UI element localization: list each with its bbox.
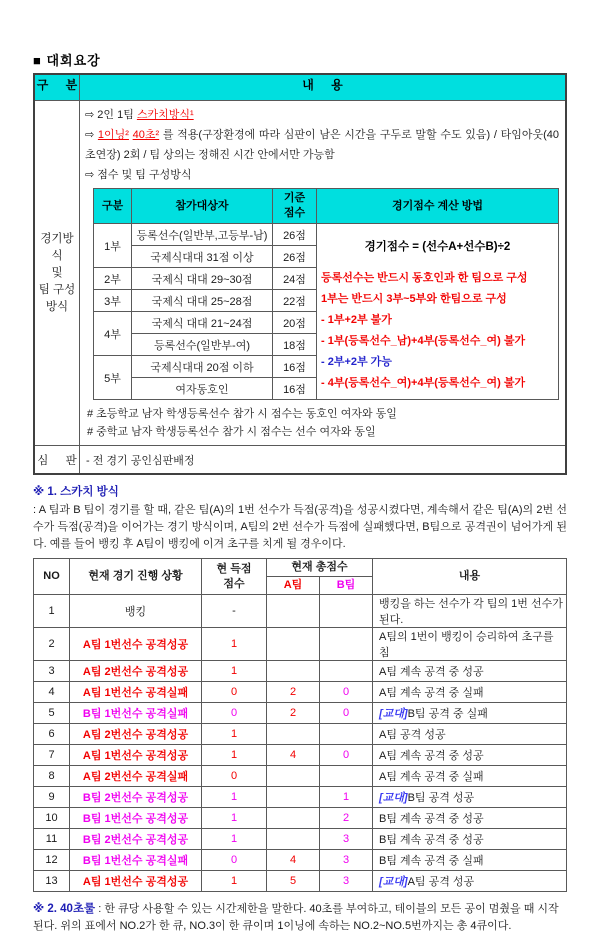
row-status: A팀 2번선수 공격성공 (70, 661, 202, 682)
row-total-b: 0 (320, 682, 373, 703)
progress-header-score-line2: 점수 (223, 577, 245, 590)
method-row-content (80, 101, 567, 446)
progress-row (34, 628, 567, 661)
row-score: 1 (202, 628, 267, 661)
row-total-b (320, 595, 373, 628)
bullet-inning (85, 125, 559, 165)
points-cell: 16점 (273, 356, 317, 378)
progress-row (34, 703, 567, 724)
row-desc (373, 766, 567, 787)
target-cell: 국제식대대 31점 이상 (132, 246, 273, 268)
outline-table (33, 73, 567, 475)
points-cell: 22점 (273, 290, 317, 312)
score-row (94, 224, 559, 246)
row-no: 9 (34, 787, 70, 808)
progress-header-no: NO (34, 559, 70, 595)
method-label-line3: 팀 구성방식 (38, 283, 76, 313)
row-desc (373, 682, 567, 703)
progress-header-row1 (34, 559, 567, 577)
method-label-line1: 경기방식 (40, 232, 74, 262)
score-header-division: 구분 (94, 189, 132, 224)
score-header-target: 참가대상자 (132, 189, 273, 224)
row-status: A팀 1번선수 공격성공 (70, 745, 202, 766)
row-score: 1 (202, 787, 267, 808)
swap-tag: [교대] (379, 792, 408, 804)
scotch-section-body: : A 팀과 B 팀이 경기를 할 때, 같은 팀(A)의 1번 선수가 득점(공격)을 성공시켰다면, 계속해서 같은 팀(A)의 2번 선수가 득점(공격)을 이어가는 경기 방식이며, A팀의 2번 선수가 득점에 실패했다면, B팀으로 공격권이 넘어가게 된다. 예를 들어 뱅킹 후 A팀이 뱅킹에 이겨 초구를 치게 될 경우이다. (33, 504, 567, 550)
row-desc-text: B팀 공격 중 실패 (407, 708, 488, 720)
row-no: 7 (34, 745, 70, 766)
row-total-a: 4 (267, 850, 320, 871)
target-cell: 국제식대대 20점 이하 (132, 356, 273, 378)
row-no: 6 (34, 724, 70, 745)
outline-header-row (34, 74, 566, 101)
row-total-b: 0 (320, 703, 373, 724)
row-total-b: 2 (320, 808, 373, 829)
progress-header-score-line1: 현 득점 (216, 562, 252, 575)
outline-referee-row (34, 446, 566, 475)
division-cell: 2부 (94, 268, 132, 290)
row-score: 1 (202, 724, 267, 745)
row-total-b (320, 628, 373, 661)
row-total-b (320, 724, 373, 745)
row-status: A팀 2번선수 공격실패 (70, 766, 202, 787)
page-title: ■ 대회요강 (33, 53, 101, 68)
progress-row (34, 850, 567, 871)
score-header-calc: 경기점수 계산 방법 (317, 189, 559, 224)
row-total-a: 2 (267, 703, 320, 724)
points-cell: 20점 (273, 312, 317, 334)
progress-row (34, 724, 567, 745)
row-desc (373, 850, 567, 871)
score-header-base-line1: 기준 (283, 192, 306, 204)
forty-second-section-body: : 한 큐당 사용할 수 있는 시간제한을 말한다. 40초를 부여하고, 테이블의 모든 공이 멈췄을 때 시작된다. 위의 표에서 NO.2가 한 큐, NO.3이 한 큐이며 1이닝에 속하는 NO.2~NO.5번까지는 총 4큐이다. (33, 903, 559, 932)
row-status: B팀 1번선수 공격실패 (70, 703, 202, 724)
row-desc-text: B팀 계속 공격 중 성공 (379, 813, 484, 825)
row-score: 0 (202, 850, 267, 871)
scotch-footnote-link[interactable]: 스카치방식¹ (136, 109, 194, 121)
row-desc (373, 871, 567, 892)
row-status: 뱅킹 (70, 595, 202, 628)
target-cell: 국제식 대대 21~24점 (132, 312, 273, 334)
row-no: 5 (34, 703, 70, 724)
bullet-scotch-text: ⇨ 2인 1팀 (85, 109, 137, 121)
score-criteria-table (93, 188, 559, 400)
row-desc (373, 595, 567, 628)
row-total-a (267, 787, 320, 808)
team-rule: - 1부+2부 불가 (321, 314, 392, 326)
calc-method-cell (317, 224, 559, 400)
progress-row (34, 829, 567, 850)
progress-header-desc: 내용 (373, 559, 567, 595)
row-desc (373, 829, 567, 850)
team-rule: - 2부+2부 가능 (321, 356, 392, 368)
outline-header-category: 구 분 (34, 74, 80, 101)
row-status: B팀 2번선수 공격성공 (70, 787, 202, 808)
row-score: 0 (202, 703, 267, 724)
outline-header-content: 내 용 (80, 74, 567, 101)
row-no: 10 (34, 808, 70, 829)
points-cell: 24점 (273, 268, 317, 290)
row-no: 4 (34, 682, 70, 703)
progress-header-team-b: B팀 (320, 577, 373, 595)
bullet-inning-rest: 를 적용(구장환경에 따라 심판이 남은 시간을 구두로 말할 수도 있음) / 타임아웃(40초연장) 2회 / 팀 상의는 정해진 시간 안에서만 가능함 (85, 129, 560, 161)
row-total-a: 5 (267, 871, 320, 892)
method-row-label (34, 101, 80, 446)
division-cell: 1부 (94, 224, 132, 268)
forty-second-rule-section (33, 901, 567, 935)
team-rule: - 1부(등록선수_남)+4부(등록선수_여) 불가 (321, 335, 526, 347)
row-total-b: 1 (320, 787, 373, 808)
row-total-b: 3 (320, 850, 373, 871)
target-cell: 등록선수(일반부-여) (132, 334, 273, 356)
row-status: B팀 2번선수 공격성공 (70, 829, 202, 850)
forty-sec-footnote-link[interactable]: 40초² (132, 129, 160, 141)
team-rule: 1부는 반드시 3부~5부와 한팀으로 구성 (321, 293, 507, 305)
row-desc (373, 787, 567, 808)
division-cell: 4부 (94, 312, 132, 356)
row-desc (373, 703, 567, 724)
row-total-a (267, 724, 320, 745)
row-desc-text: A팀 공격 성공 (379, 729, 446, 741)
row-total-a (267, 661, 320, 682)
row-desc-text: B팀 계속 공격 중 실패 (379, 855, 484, 867)
score-header-base-line2: 점수 (283, 207, 306, 219)
progress-row (34, 808, 567, 829)
progress-row (34, 745, 567, 766)
swap-tag: [교대] (379, 708, 408, 720)
points-cell: 16점 (273, 378, 317, 400)
inning-footnote-link[interactable]: 1이닝² (97, 129, 129, 141)
bullet-inning-prefix: ⇨ (85, 129, 98, 141)
target-cell: 국제식 대대 29~30점 (132, 268, 273, 290)
progress-header-team-a: A팀 (267, 577, 320, 595)
row-desc-text: A팀 계속 공격 중 실패 (379, 687, 484, 699)
row-desc-text: A팀 계속 공격 중 실패 (379, 771, 484, 783)
progress-row (34, 787, 567, 808)
row-desc-text: A팀 계속 공격 중 성공 (379, 666, 484, 678)
score-header-base (273, 189, 317, 224)
row-score: 0 (202, 682, 267, 703)
row-desc (373, 745, 567, 766)
row-score: 1 (202, 745, 267, 766)
row-score: 1 (202, 829, 267, 850)
outline-method-row (34, 101, 566, 446)
row-desc (373, 661, 567, 682)
row-total-b: 3 (320, 829, 373, 850)
row-no: 2 (34, 628, 70, 661)
row-desc (373, 628, 567, 661)
row-score: 1 (202, 871, 267, 892)
row-status: A팀 1번선수 공격성공 (70, 628, 202, 661)
progress-header-total: 현재 총점수 (267, 559, 373, 577)
row-no: 11 (34, 829, 70, 850)
points-cell: 18점 (273, 334, 317, 356)
row-desc-text: B팀 계속 공격 중 성공 (379, 834, 484, 846)
progress-header-status: 현재 경기 진행 상황 (70, 559, 202, 595)
row-no: 8 (34, 766, 70, 787)
row-score: - (202, 595, 267, 628)
progress-example-table (33, 558, 567, 892)
note-middle-school: # 중학교 남자 학생등록선수 참가 시 점수는 선수 여자와 동일 (87, 426, 376, 438)
row-desc-text: 뱅킹을 하는 선수가 각 팀의 1번 선수가 된다. (379, 598, 563, 626)
row-total-a: 4 (267, 745, 320, 766)
progress-row (34, 682, 567, 703)
row-total-a (267, 766, 320, 787)
row-total-b: 0 (320, 745, 373, 766)
row-desc-text: A팀 계속 공격 중 성공 (379, 750, 484, 762)
row-status: A팀 1번선수 공격실패 (70, 682, 202, 703)
row-no: 13 (34, 871, 70, 892)
row-desc-text: B팀 공격 성공 (407, 792, 475, 804)
referee-label: 심 판 (34, 446, 80, 475)
note-elementary: # 초등학교 남자 학생등록선수 참가 시 점수는 동호인 여자와 동일 (87, 408, 397, 420)
row-status: A팀 2번선수 공격성공 (70, 724, 202, 745)
row-desc (373, 808, 567, 829)
row-score: 1 (202, 808, 267, 829)
row-desc-text: A팀 공격 성공 (407, 876, 475, 888)
scotch-method-section (33, 484, 567, 553)
forty-second-section-label: ※ 2. 40초룰 (33, 903, 96, 915)
method-label-line2: 및 (51, 266, 63, 279)
row-desc-text: A팀의 1번이 뱅킹이 승리하여 초구를 침 (379, 631, 554, 659)
row-total-b (320, 766, 373, 787)
progress-row (34, 595, 567, 628)
team-rule: - 4부(등록선수_여)+4부(등록선수_여) 불가 (321, 377, 526, 389)
points-cell: 26점 (273, 246, 317, 268)
row-status: A팀 1번선수 공격성공 (70, 871, 202, 892)
row-score: 0 (202, 766, 267, 787)
row-total-b (320, 661, 373, 682)
swap-tag: [교대] (379, 876, 408, 888)
points-cell: 26점 (273, 224, 317, 246)
row-status: B팀 1번선수 공격성공 (70, 808, 202, 829)
bullet-scotch (85, 105, 559, 125)
row-total-a: 2 (267, 682, 320, 703)
score-table-header-row (94, 189, 559, 224)
progress-header-score (202, 559, 267, 595)
row-total-a (267, 808, 320, 829)
row-no: 3 (34, 661, 70, 682)
progress-row (34, 661, 567, 682)
row-desc (373, 724, 567, 745)
row-total-a (267, 595, 320, 628)
bullet-score-team: ⇨ 점수 및 팀 구성방식 (85, 169, 192, 181)
game-score-formula: 경기점수 = (선수A+선수B)÷2 (364, 241, 511, 253)
row-score: 1 (202, 661, 267, 682)
scotch-section-label: ※ 1. 스카치 방식 (33, 486, 119, 498)
row-status: B팀 1번선수 공격실패 (70, 850, 202, 871)
row-total-a (267, 628, 320, 661)
progress-row (34, 871, 567, 892)
progress-row (34, 766, 567, 787)
row-no: 12 (34, 850, 70, 871)
target-cell: 국제식 대대 25~28점 (132, 290, 273, 312)
division-cell: 5부 (94, 356, 132, 400)
referee-content: - 전 경기 공인심판배정 (80, 446, 567, 475)
row-no: 1 (34, 595, 70, 628)
target-cell: 등록선수(일반부,고등부-남) (132, 224, 273, 246)
row-total-b: 3 (320, 871, 373, 892)
team-rule: 등록선수는 반드시 동호인과 한 팀으로 구성 (321, 272, 528, 284)
division-cell: 3부 (94, 290, 132, 312)
target-cell: 여자동호인 (132, 378, 273, 400)
row-total-a (267, 829, 320, 850)
